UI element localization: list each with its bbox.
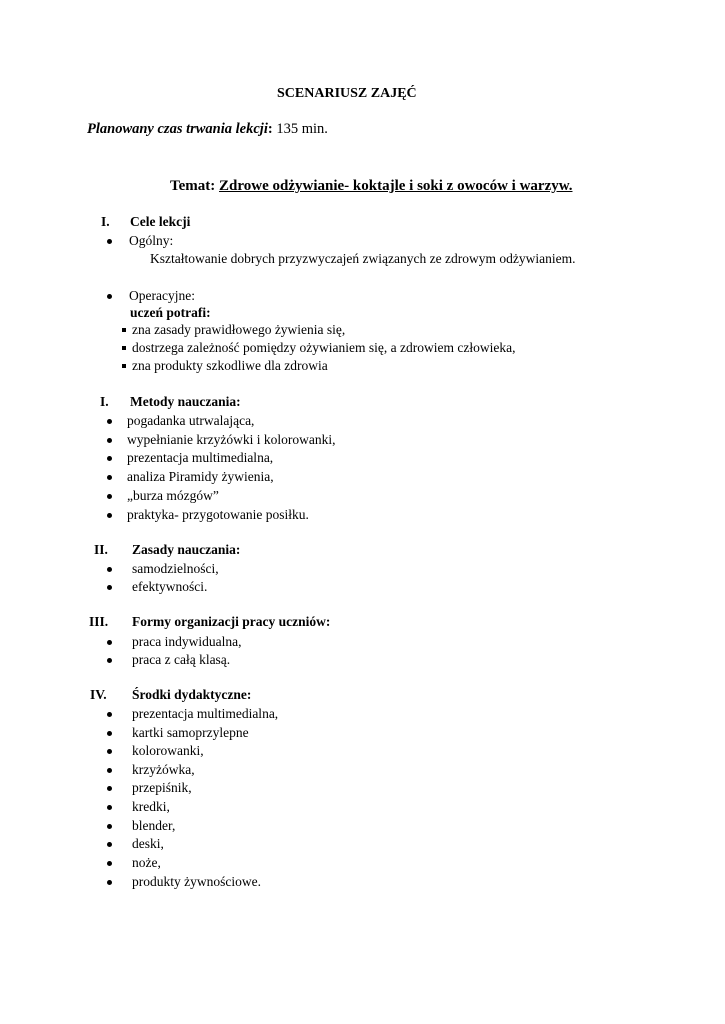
outcome-item: dostrzega zależność pomiędzy ożywianiem się, a zdrowiem człowieka, (132, 340, 516, 355)
method-item: prezentacja multimedialna, (127, 450, 274, 465)
bullet-icon (107, 640, 112, 645)
method-item: praktyka- przygotowanie posiłku. (127, 507, 309, 522)
principle-item: efektywności. (132, 579, 208, 594)
lesson-topic (170, 178, 572, 195)
methods-numeral: I. (100, 394, 109, 409)
bullet-icon (107, 475, 112, 480)
bullet-icon (107, 712, 112, 717)
duration-colon: : (267, 121, 273, 137)
goals-numeral: I. (101, 214, 110, 229)
form-item: praca indywidualna, (132, 634, 242, 649)
bullet-icon (107, 294, 112, 299)
bullet-icon (107, 861, 112, 866)
square-bullet-icon (122, 364, 126, 368)
duration-label: Planowany czas trwania lekcji (87, 121, 268, 137)
method-item: „burza mózgów” (127, 488, 219, 503)
resource-item: deski, (132, 836, 164, 851)
bullet-icon (107, 805, 112, 810)
forms-numeral: III. (89, 614, 109, 629)
method-item: analiza Piramidy żywienia, (127, 469, 274, 484)
outcome-item: zna produkty szkodliwe dla zdrowia (132, 358, 328, 373)
form-item: praca z całą klasą. (132, 652, 231, 667)
resource-item: noże, (132, 855, 161, 870)
document-title: SCENARIUSZ ZAJĘĆ (277, 86, 417, 101)
lesson-duration (87, 121, 328, 138)
bullet-icon (107, 567, 112, 572)
bullet-icon (107, 585, 112, 590)
forms-heading: Formy organizacji pracy uczniów: (132, 614, 331, 629)
bullet-icon (107, 731, 112, 736)
square-bullet-icon (122, 346, 126, 350)
student-can-label: uczeń potrafi: (130, 305, 211, 320)
general-goal-label: Ogólny: (129, 233, 174, 248)
method-item: pogadanka utrwalająca, (127, 413, 255, 428)
bullet-icon (107, 768, 112, 773)
resources-numeral: IV. (90, 687, 107, 702)
resource-item: kolorowanki, (132, 743, 204, 758)
resource-item: kartki samoprzylepne (132, 725, 249, 740)
principles-numeral: II. (94, 542, 108, 557)
bullet-icon (107, 239, 112, 244)
duration-value: 135 min. (272, 121, 328, 137)
resource-item: przepiśnik, (132, 780, 192, 795)
bullet-icon (107, 658, 112, 663)
resource-item: kredki, (132, 799, 170, 814)
operational-goal-label: Operacyjne: (129, 288, 195, 303)
goals-heading: Cele lekcji (130, 214, 191, 229)
bullet-icon (107, 786, 112, 791)
general-goal-text: Kształtowanie dobrych przyzwyczajeń związanych ze zdrowym odżywianiem. (150, 251, 576, 266)
topic-value: Zdrowe odżywianie- koktajle i soki z owoców i warzyw. (219, 178, 573, 194)
resource-item: produkty żywnościowe. (132, 874, 261, 889)
method-item: wypełnianie krzyżówki i kolorowanki, (127, 432, 336, 447)
bullet-icon (107, 749, 112, 754)
bullet-icon (107, 456, 112, 461)
topic-label: Temat: (170, 178, 220, 194)
resource-item: prezentacja multimedialna, (132, 706, 279, 721)
square-bullet-icon (122, 328, 126, 332)
bullet-icon (107, 494, 112, 499)
bullet-icon (107, 438, 112, 443)
outcome-item: zna zasady prawidłowego żywienia się, (132, 322, 346, 337)
principles-heading: Zasady nauczania: (132, 542, 241, 557)
resources-heading: Środki dydaktyczne: (132, 687, 252, 702)
resource-item: blender, (132, 818, 176, 833)
resource-item: krzyżówka, (132, 762, 195, 777)
bullet-icon (107, 419, 112, 424)
methods-heading: Metody nauczania: (130, 394, 241, 409)
bullet-icon (107, 880, 112, 885)
bullet-icon (107, 513, 112, 518)
principle-item: samodzielności, (132, 561, 219, 576)
bullet-icon (107, 824, 112, 829)
bullet-icon (107, 842, 112, 847)
